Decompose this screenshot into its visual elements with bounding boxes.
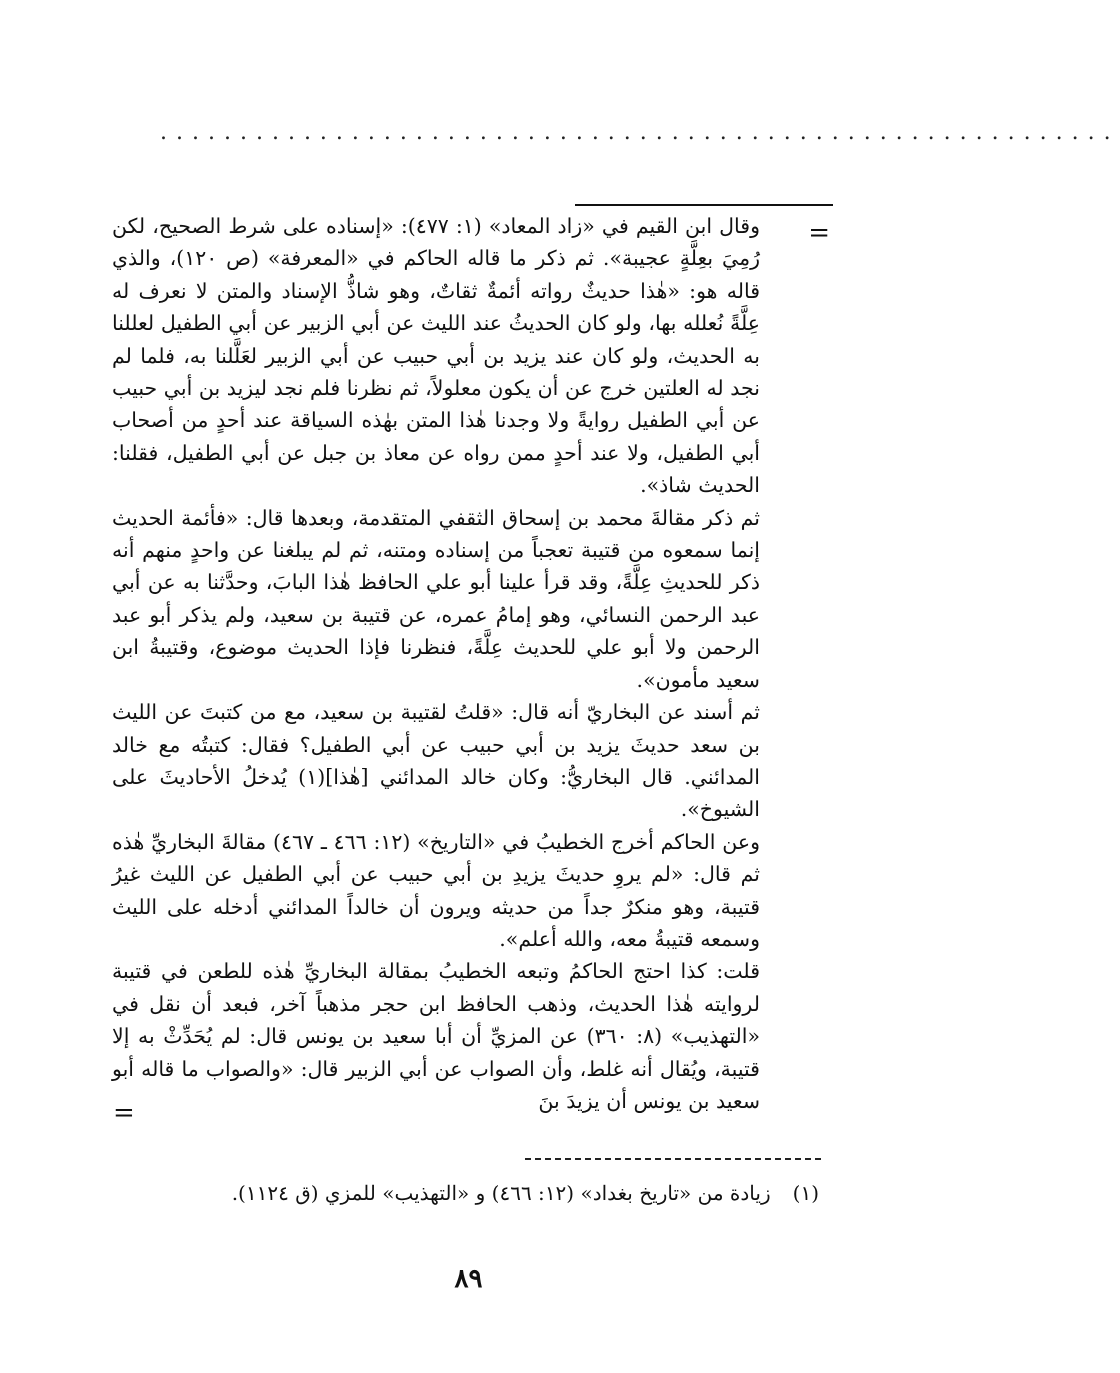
footnote-separator-rule [575,204,833,206]
footnote [179,1178,819,1208]
footnote-number: (١) [792,1181,819,1205]
footnote-dashed-rule [525,1158,821,1160]
paragraph: ثم ذكر مقالةَ محمد بن إسحاق الثقفي المتقدمة، وبعدها قال: «فأئمة الحديث إنما سمعوه من قتيبة تعجباً من إسناده ومتنه، ثم لم يبلغنا عن واحدٍ منهم أنه ذكر للحديثِ عِلَّةً، وقد قرأ علينا أبو علي الحافظ هٰذا البابَ، وحدَّثنا به عن أبي عبد الرحمن النسائي، وهو إمامُ عمره، عن قتيبة بن سعيد، ولم يذكر أبو عبد الرحمن ولا أبو علي للحديث عِلَّةً، فنظرنا فإذا الحديث موضوع، وقتيبةُ ابن سعيد مأمون». [112,505,760,692]
paragraph: قلت: كذا احتج الحاكمُ وتبعه الخطيبُ بمقالة البخاريِّ هٰذه للطعن في قتيبة لروايته هٰذا الحديث، وذهب الحافظ ابن حجر مذهباً آخر، فبعد أن نقل في «التهذيب» (٨: ٣٦٠) عن المزيِّ أن أبا سعيد بن يونس قال: لم يُحَدِّثْ به إلا قتيبة، ويُقال أنه غلط، وأن الصواب عن أبي الزبير قال: «والصواب ما قاله أبو سعيد بن يونس أن يزيدَ بنَ [112,959,760,1113]
paragraph: وقال ابن القيم في «زاد المعاد» (١: ٤٧٧): «إسناده على شرط الصحيح، لكن رُمِيَ بعِلَّةٍ عجيبة». ثم ذكر ما قاله الحاكم في «المعرفة» (ص ١٢٠)، والذي قاله هو: «هٰذا حديثٌ رواته أئمةٌ ثقاتٌ، وهو شاذُّ الإسناد والمتن لا نعرف له عِلَّةً نُعلله بها، ولو كان الحديثُ عند الليث عن أبي الزبير عن أبي الطفيل لعللنا به الحديث، ولو كان عند يزيد بن أبي حبيب عن أبي الزبير لعَلَّلنا به، فلما لم نجد له العلتين خرج عن أن يكون معلولاً، ثم نظرنا فلم نجد ليزيد بن أبي حبيب عن أبي الطفيل روايةً ولا وجدنا هٰذا المتن بهٰذه السياقة عند أحدٍ من أصحاب أبي الطفيل، ولا عند أحدٍ ممن رواه عن معاذ بن جبل عن أبي الطفيل، فقلنا: الحديث شاذ». [112,214,760,498]
continuation-mark-top: = [808,218,830,248]
continuation-mark-bottom: = [113,1098,135,1128]
page-number: ٨٩ [454,1264,483,1294]
main-text [112,210,760,1117]
footnote-text: زيادة من «تاريخ بغداد» (١٢: ٤٦٦) و «التهذيب» للمزي (ق ١١٢٤). [231,1181,771,1205]
paragraph: ثم أسند عن البخاريّ أنه قال: «قلتُ لقتيبة بن سعيد، مع من كتبتَ عن الليث بن سعد حديثَ يزيد بن أبي حبيب عن أبي الطفيل؟ فقال: كتبتُه مع خالد المدائني. قال البخاريُّ: وكان خالد المدائني [هٰذا](١) يُدخلُ الأحاديثَ على الشيوخ». [112,700,760,822]
decorative-dot-line: ............................................................ [160,120,1120,145]
paragraph: وعن الحاكم أخرج الخطيبُ في «التاريخ» (١٢: ٤٦٦ ـ ٤٦٧) مقالةَ البخاريِّ هٰذه ثم قال: «لم يروِ حديثَ يزيدِ بن أبي حبيب عن أبي الطفيل عن الليث غيرُ قتيبة، وهو منكرٌ جداً من حديثه ويرون أن خالداً المدائني أدخله على الليث وسمعه قتيبةُ معه، والله أعلم». [112,829,760,951]
